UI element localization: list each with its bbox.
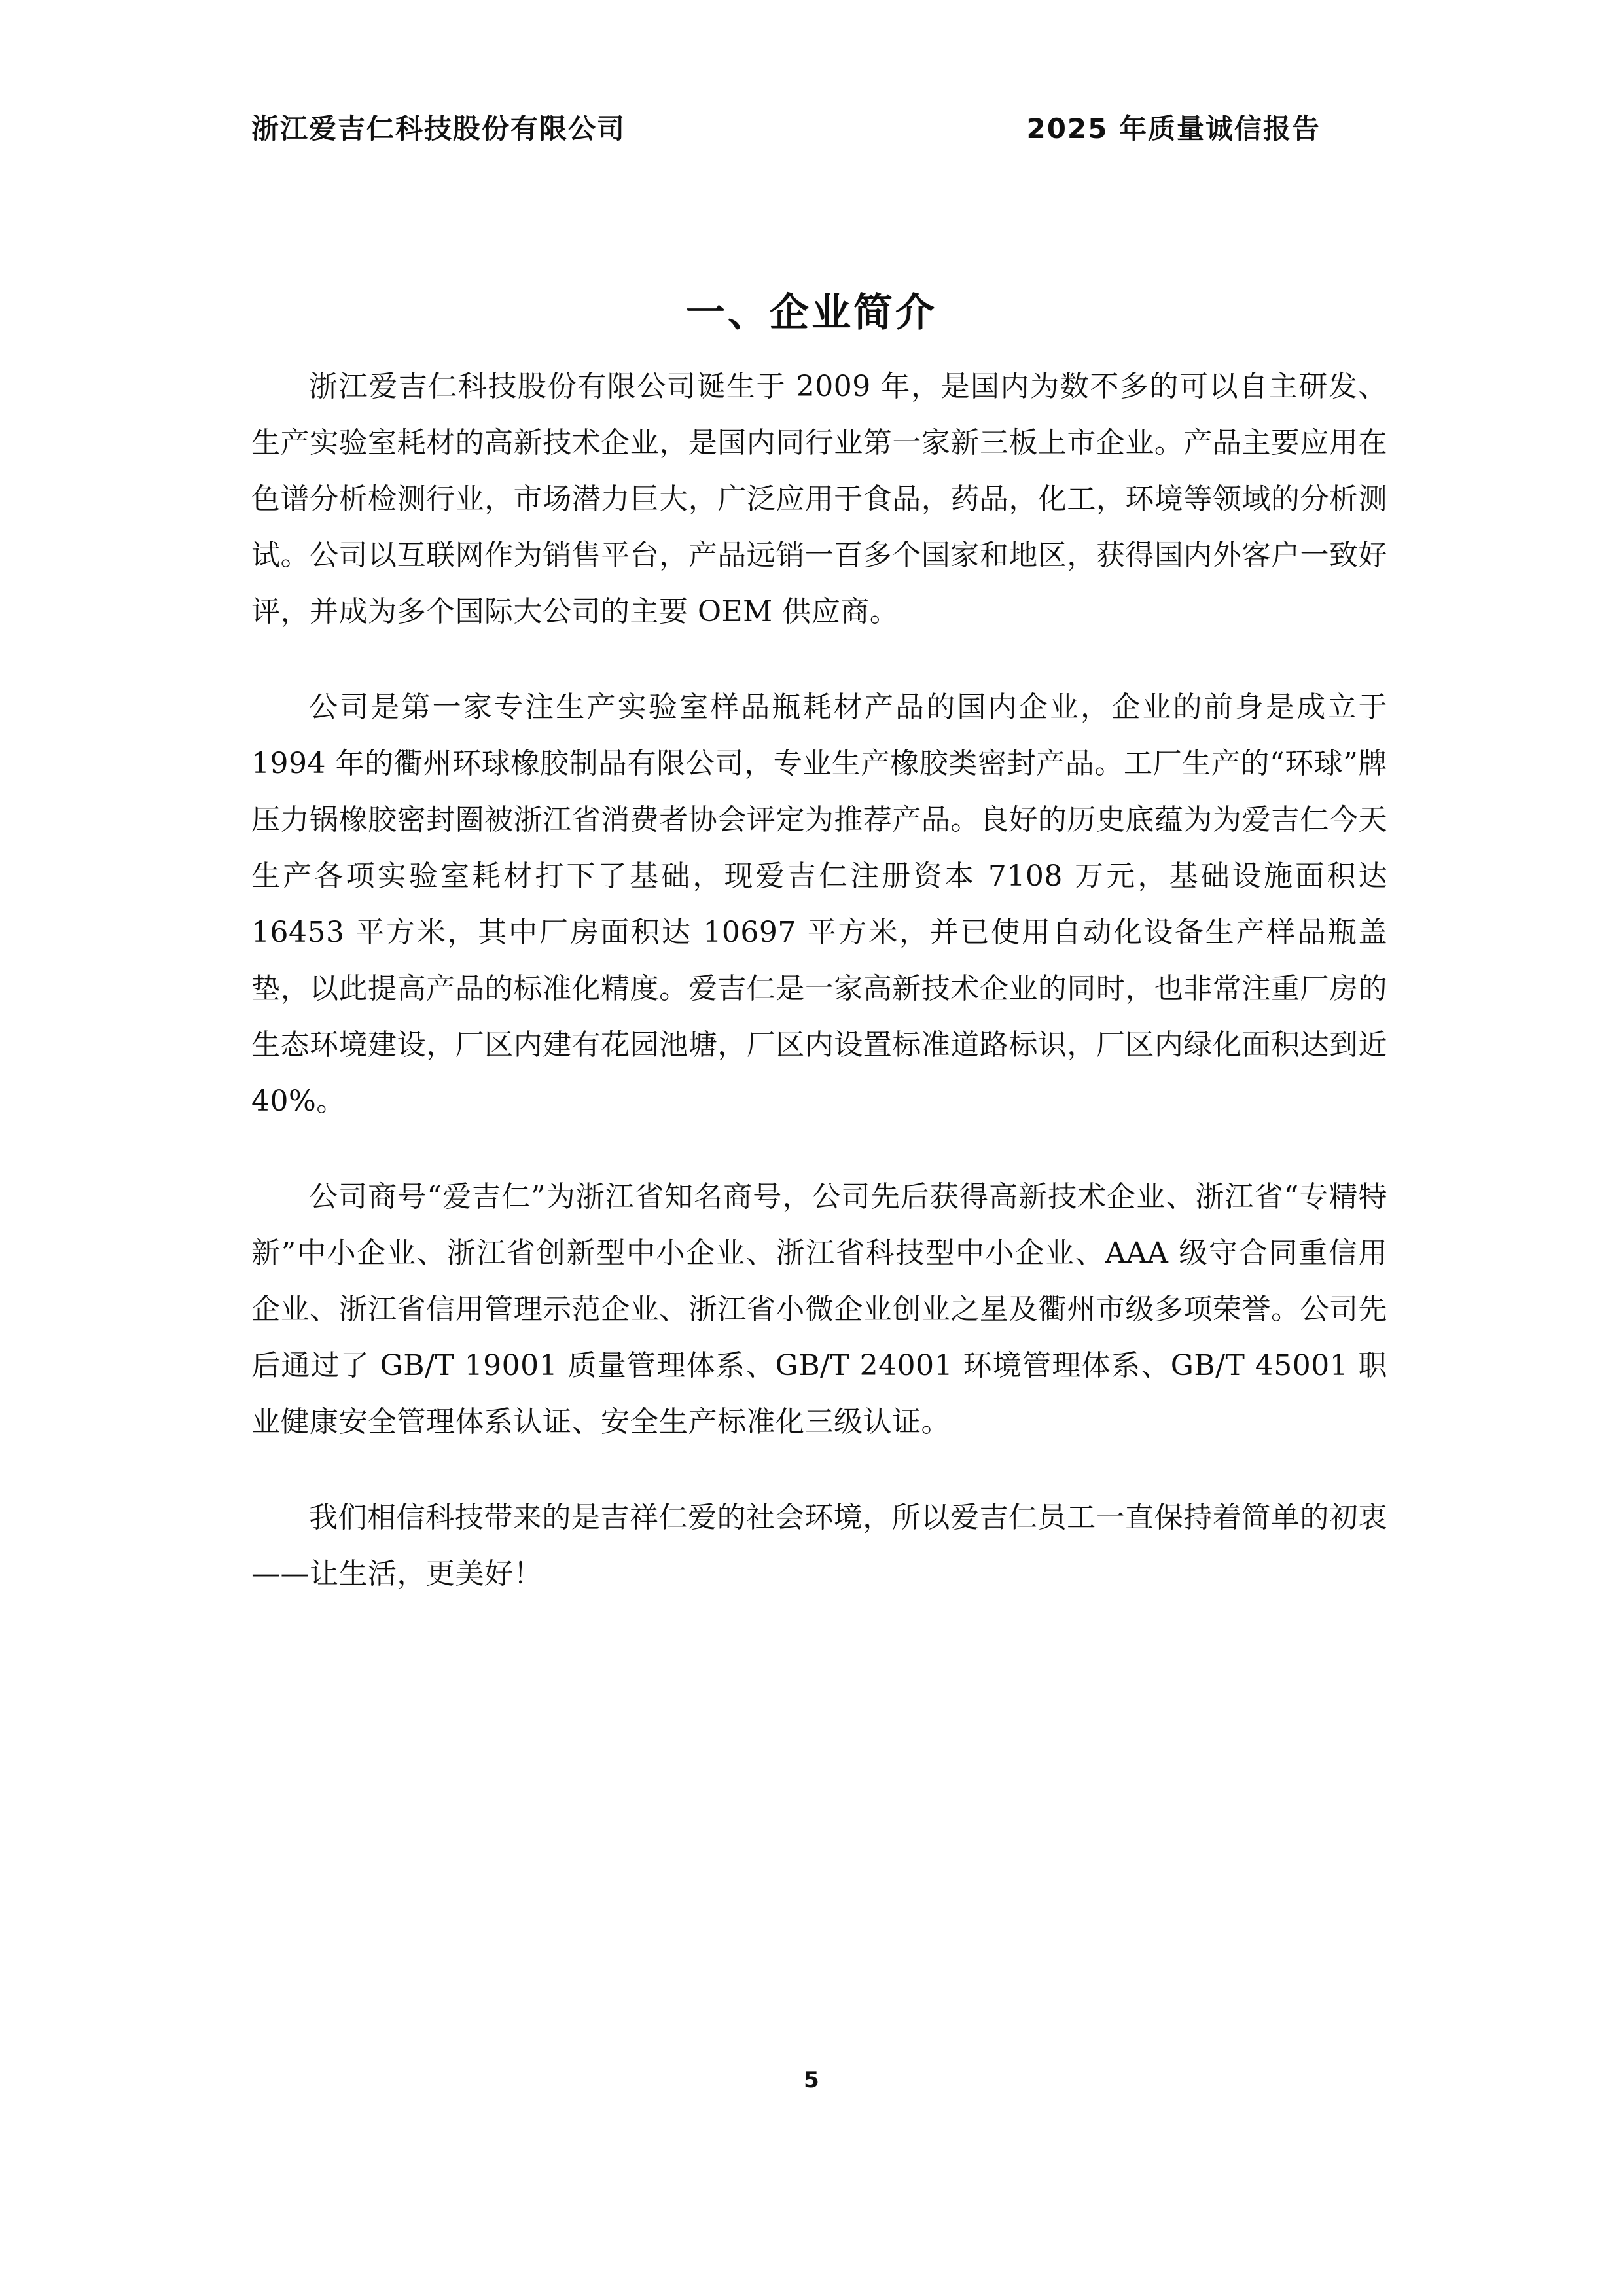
paragraph-company-overview: 浙江爱吉仁科技股份有限公司诞生于 2009 年，是国内为数不多的可以自主研发、生产实验室耗材的高新技术企业，是国内同行业第一家新三板上市企业。产品主要应用在色谱分析检测行业，市场潜力巨大，广泛应用于食品，药品，化工，环境等领域的分析测试。公司以互联网作为销售平台，产品远销一百多个国家和地区，获得国内外客户一致好评，并成为多个国际大公司的主要 OEM 供应商。 [251, 370, 1387, 628]
section-title: 一、企业简介 [686, 290, 937, 336]
paragraph-mission: 我们相信科技带来的是吉祥仁爱的社会环境，所以爱吉仁员工一直保持着简单的初衷——让生活，更美好！ [251, 1501, 1387, 1590]
header-report-title: 2025 年质量诚信报告 [1026, 113, 1321, 145]
page-number: 5 [804, 2067, 819, 2093]
paragraph-honors-certifications: 公司商号“爱吉仁”为浙江省知名商号，公司先后获得高新技术企业、浙江省“专精特新”中小企业、浙江省创新型中小企业、浙江省科技型中小企业、AAA 级守合同重信用企业、浙江省信用管理示范企业、浙江省小微企业创业之星及衢州市级多项荣誉。公司先后通过了 GB/T 19001 质量管理体系、GB/T 24001 环境管理体系、GB/T 45001 职业健康安全管理体系认证、安全生产标准化三级认证。 [251, 1180, 1387, 1439]
document-body [251, 359, 1387, 1641]
paragraph-company-history: 公司是第一家专注生产实验室样品瓶耗材产品的国内企业，企业的前身是成立于 1994 年的衢州环球橡胶制品有限公司，专业生产橡胶类密封产品。工厂生产的“环球”牌压力锅橡胶密封圈被浙江省消费者协会评定为推荐产品。良好的历史底蕴为为爱吉仁今天生产各项实验室耗材打下了基础，现爱吉仁注册资本 7108 万元，基础设施面积达 16453 平方米，其中厂房面积达 10697 平方米，并已使用自动化设备生产样品瓶盖垫，以此提高产品的标准化精度。爱吉仁是一家高新技术企业的同时，也非常注重厂房的生态环境建设，厂区内建有花园池塘，厂区内设置标准道路标识，厂区内绿化面积达到近 40%。 [251, 691, 1387, 1118]
header-company-name: 浙江爱吉仁科技股份有限公司 [251, 113, 626, 145]
